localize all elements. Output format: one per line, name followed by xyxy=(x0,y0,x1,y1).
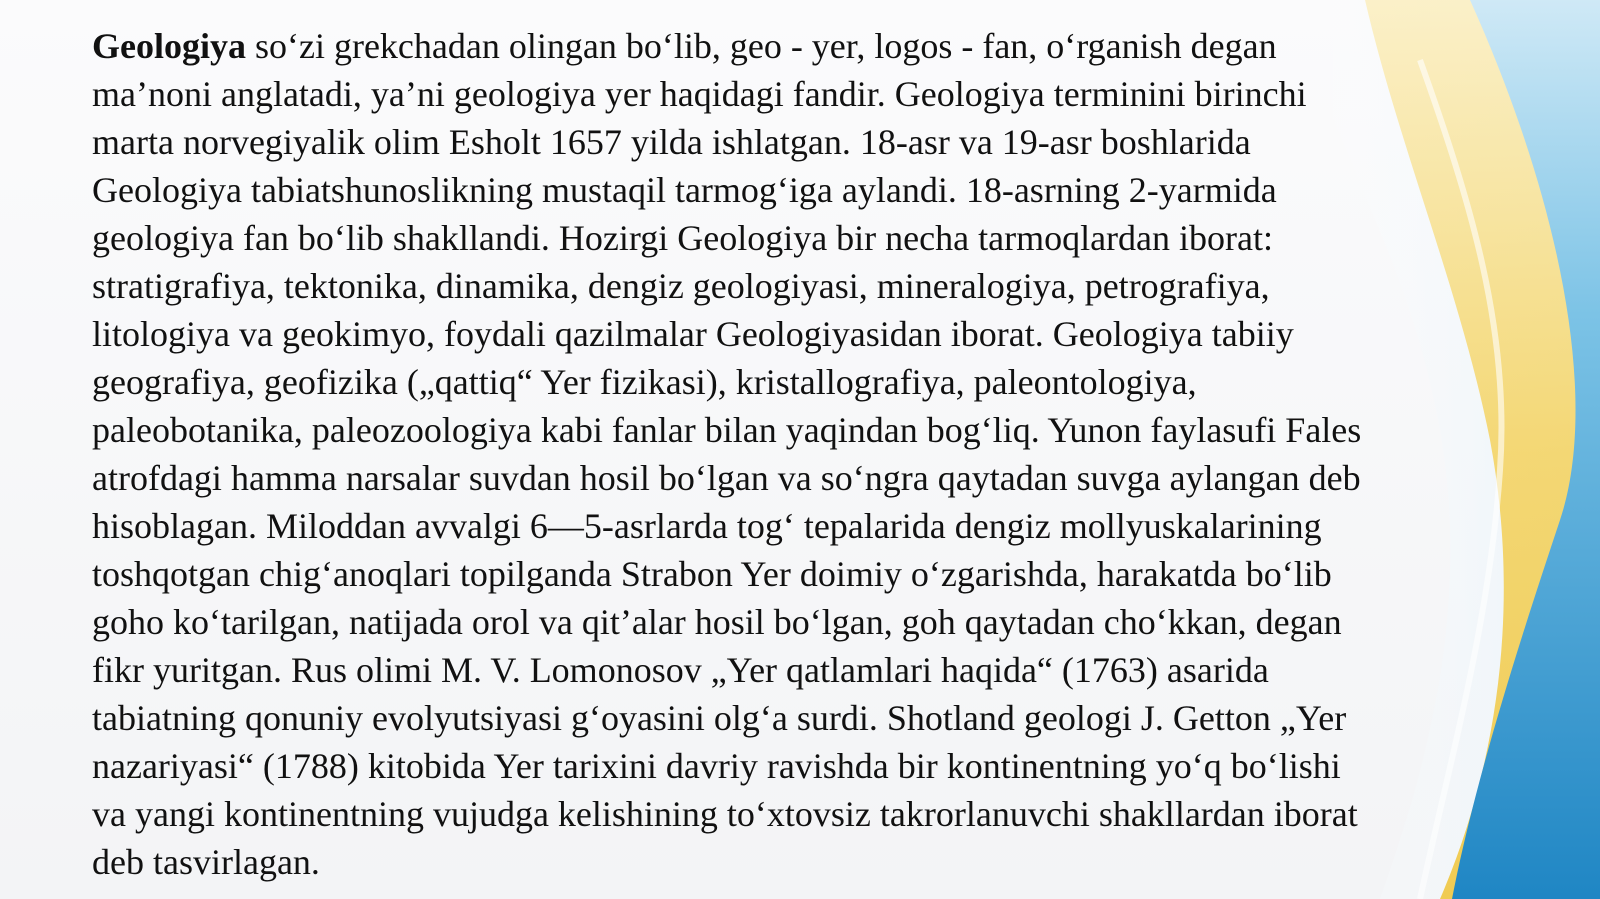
text-line-12: toshqotgan chig‘anoqlari topilganda Strabon Yer doimiy o‘zgarishda, harakatda bo‘lib xyxy=(92,554,1332,594)
text-line-14: fikr yuritgan. Rus olimi M. V. Lomonosov „Yer qatlamlari haqida“ (1763) asarida xyxy=(92,650,1269,690)
text-line-1: Geologiya so‘zi grekchadan olingan bo‘lib, geo - yer, logos - fan, o‘rganish degan xyxy=(92,26,1277,66)
text-line-2: ma’noni anglatadi, ya’ni geologiya yer haqidagi fandir. Geologiya terminini birinchi xyxy=(92,74,1307,114)
text-line-18: deb tasvirlagan. xyxy=(92,842,320,882)
text-line-13: goho ko‘tarilgan, natijada orol va qit’alar hosil bo‘lgan, goh qaytadan cho‘kkan, degan xyxy=(92,602,1342,642)
text-line-6: stratigrafiya, tektonika, dinamika, dengiz geologiyasi, mineralogiya, petrografiya, xyxy=(92,266,1270,306)
bold-term: Geologiya xyxy=(92,26,246,66)
text-line-15: tabiatning qonuniy evolyutsiyasi g‘oyasini olg‘a surdi. Shotland geologi J. Getton „Yer xyxy=(92,698,1347,738)
text-line-11: hisoblagan. Miloddan avvalgi 6—5-asrlarda tog‘ tepalarida dengiz mollyuskalarining xyxy=(92,506,1322,546)
text-line-16: nazariyasi“ (1788) kitobida Yer tarixini davriy ravishda bir kontinentning yo‘q bo‘lishi xyxy=(92,746,1341,786)
text-line-10: atrofdagi hamma narsalar suvdan hosil bo‘lgan va so‘ngra qaytadan suvga aylangan deb xyxy=(92,458,1361,498)
text-line-17: va yangi kontinentning vujudga kelishining to‘xtovsiz takrorlanuvchi shakllardan iborat xyxy=(92,794,1358,834)
text-line-7: litologiya va geokimyo, foydali qazilmalar Geologiyasidan iborat. Geologiya tabiiy xyxy=(92,314,1294,354)
text-line-3: marta norvegiyalik olim Esholt 1657 yilda ishlatgan. 18-asr va 19-asr boshlarida xyxy=(92,122,1251,162)
text-line-5: geologiya fan bo‘lib shakllandi. Hozirgi Geologiya bir necha tarmoqlardan iborat: xyxy=(92,218,1273,258)
text-line-9: paleobotanika, paleozoologiya kabi fanlar bilan yaqindan bog‘liq. Yunon faylasufi Fales xyxy=(92,410,1362,450)
text-line-4: Geologiya tabiatshunoslikning mustaqil tarmog‘iga aylandi. 18-asrning 2-yarmida xyxy=(92,170,1277,210)
body-text xyxy=(92,22,1522,886)
text-line-8: geografiya, geofizika („qattiq“ Yer fizikasi), kristallografiya, paleontologiya, xyxy=(92,362,1197,402)
